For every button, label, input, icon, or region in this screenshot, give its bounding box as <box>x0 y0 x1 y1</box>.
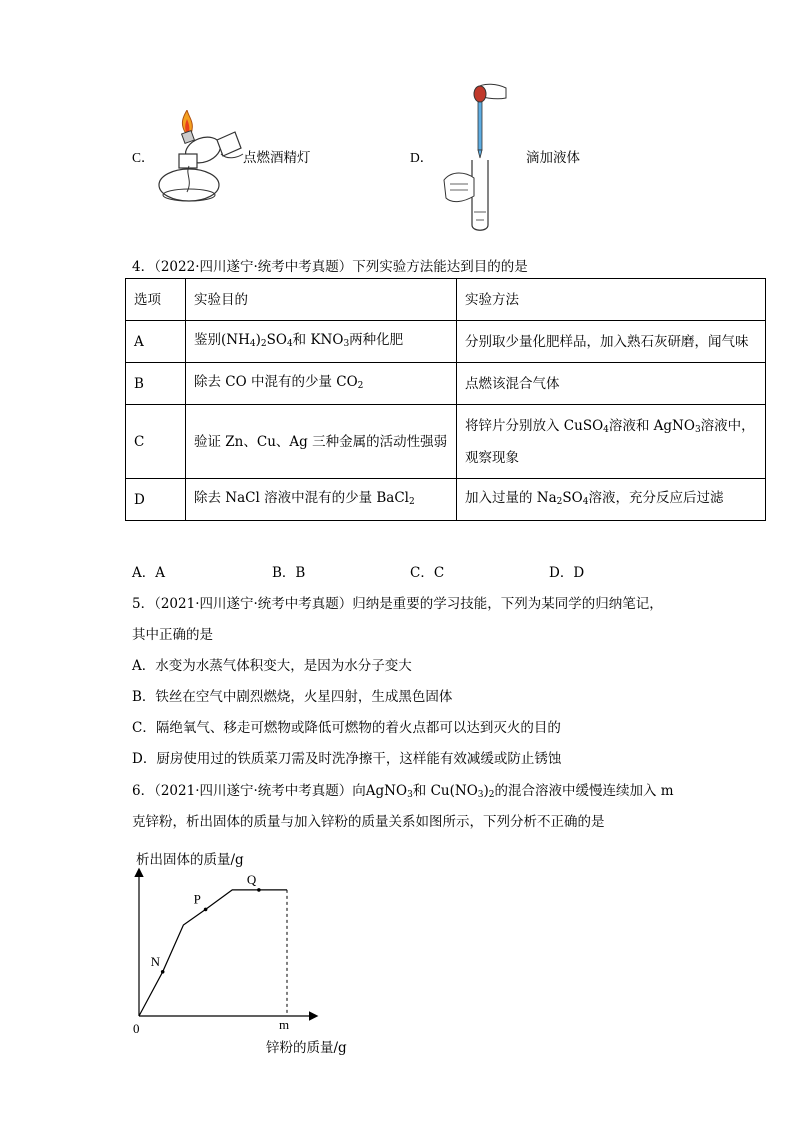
row-option: C <box>126 405 186 479</box>
point-label-P: P <box>193 891 201 907</box>
subscript: 2 <box>260 338 267 349</box>
series-line <box>139 890 287 1016</box>
q5-option-d: D．厨房使用过的铁质菜刀需及时洗净擦干，这样能有效减缓或防止锈蚀 <box>132 751 562 767</box>
subscript: 4 <box>249 338 256 349</box>
chart-ylabel: 析出固体的质量/g <box>136 852 244 868</box>
purpose-text: 和 KNO <box>292 331 344 348</box>
subscript: 4 <box>286 338 293 349</box>
row-option: B <box>126 363 186 405</box>
method-text: SO <box>562 489 583 506</box>
subscript: 2 <box>556 496 563 507</box>
purpose-text: SO <box>266 331 287 348</box>
origin-label: 0 <box>133 1021 140 1036</box>
subscript: 2 <box>357 380 364 391</box>
header-option: 选项 <box>126 279 186 321</box>
point-label-Q: Q <box>246 871 257 887</box>
alcohol-lamp-illustration <box>155 110 245 205</box>
subscript: 2 <box>409 496 415 507</box>
point-N <box>161 970 165 974</box>
method-text: 将锌片分别放入 CuSO <box>465 417 604 434</box>
q4-stem: 4．（2022·四川遂宁·统考中考真题）下列实验方法能达到目的的是 <box>132 259 528 275</box>
q4-table <box>125 278 766 521</box>
row-option: A <box>126 321 186 363</box>
q5-stem-line2: 其中正确的是 <box>132 627 213 643</box>
dropper-illustration <box>440 80 510 235</box>
row-method <box>457 479 766 521</box>
stem-text: 和 Cu(NO <box>412 783 478 799</box>
option-c-text: 点燃酒精灯 <box>243 150 311 166</box>
option-c-label: C． <box>132 150 155 165</box>
point-P <box>204 908 208 912</box>
table-row <box>126 479 766 521</box>
subscript: 3 <box>694 424 701 435</box>
x-end-label: m <box>279 1017 290 1032</box>
purpose-text: ) <box>255 331 261 348</box>
row-purpose <box>186 363 457 405</box>
q4-answer-c: C．C <box>410 565 445 581</box>
q4-answer-b: B．B <box>272 565 306 581</box>
chart-xlabel: 锌粉的质量/g <box>266 1040 347 1056</box>
q5-option-c: C．隔绝氧气、移走可燃物或降低可燃物的着火点都可以达到灭火的目的 <box>132 720 561 736</box>
q4-answer-a: A．A <box>132 565 165 581</box>
subscript: 3 <box>343 338 350 349</box>
purpose-text: 两种化肥 <box>349 331 404 348</box>
table-row <box>126 363 766 405</box>
table-header-row <box>126 279 766 321</box>
header-purpose: 实验目的 <box>186 279 457 321</box>
purpose-text: 除去 NaCl 溶液中混有的少量 BaCl <box>194 489 409 506</box>
row-method <box>457 405 766 479</box>
header-method: 实验方法 <box>457 279 766 321</box>
row-purpose <box>186 321 457 363</box>
point-label-N: N <box>150 953 161 969</box>
stem-text: ) <box>483 783 489 799</box>
row-purpose: 验证 Zn、Cu、Ag 三种金属的活动性强弱 <box>186 405 457 479</box>
q5-stem-line1: 5．（2021·四川遂宁·统考中考真题）归纳是重要的学习技能，下列为某同学的归纳笔记， <box>132 596 663 612</box>
row-purpose <box>186 479 457 521</box>
option-d-text: 滴加液体 <box>526 150 580 166</box>
row-method: 点燃该混合气体 <box>457 363 766 405</box>
q5-option-b: B．铁丝在空气中剧烈燃烧，火星四射，生成黑色固体 <box>132 689 453 705</box>
subscript: 4 <box>582 496 589 507</box>
subscript: 3 <box>477 790 484 800</box>
row-method: 分别取少量化肥样品，加入熟石灰研磨，闻气味 <box>457 321 766 363</box>
row-option: D <box>126 479 186 521</box>
method-text: 溶液中，观察现象 <box>465 417 755 466</box>
q6-stem-line2: 克锌粉，析出固体的质量与加入锌粉的质量关系如图所示，下列分析不正确的是 <box>132 814 605 830</box>
table-row <box>126 405 766 479</box>
subscript: 4 <box>603 424 609 435</box>
q4-answer-d: D．D <box>549 565 585 581</box>
table-row <box>126 321 766 363</box>
subscript: 3 <box>407 790 413 800</box>
method-text: 溶液和 AgNO <box>608 417 695 434</box>
method-text: 溶液，充分反应后过滤 <box>588 489 724 506</box>
q6-stem-line1 <box>132 779 674 800</box>
stem-text: 6．（2021·四川遂宁·统考中考真题）向AgNO <box>132 783 408 799</box>
point-Q <box>257 888 261 892</box>
subscript: 2 <box>488 790 495 800</box>
stem-text: 的混合溶液中缓慢连续加入 m <box>494 783 674 799</box>
q5-option-a: A．水变为水蒸气体积变大，是因为水分子变大 <box>132 658 412 674</box>
method-text: 加入过量的 Na <box>465 489 557 506</box>
purpose-text: 鉴别(NH <box>194 331 250 348</box>
option-d-label: D． <box>410 150 434 165</box>
purpose-text: 除去 CO 中混有的少量 CO <box>194 373 358 390</box>
